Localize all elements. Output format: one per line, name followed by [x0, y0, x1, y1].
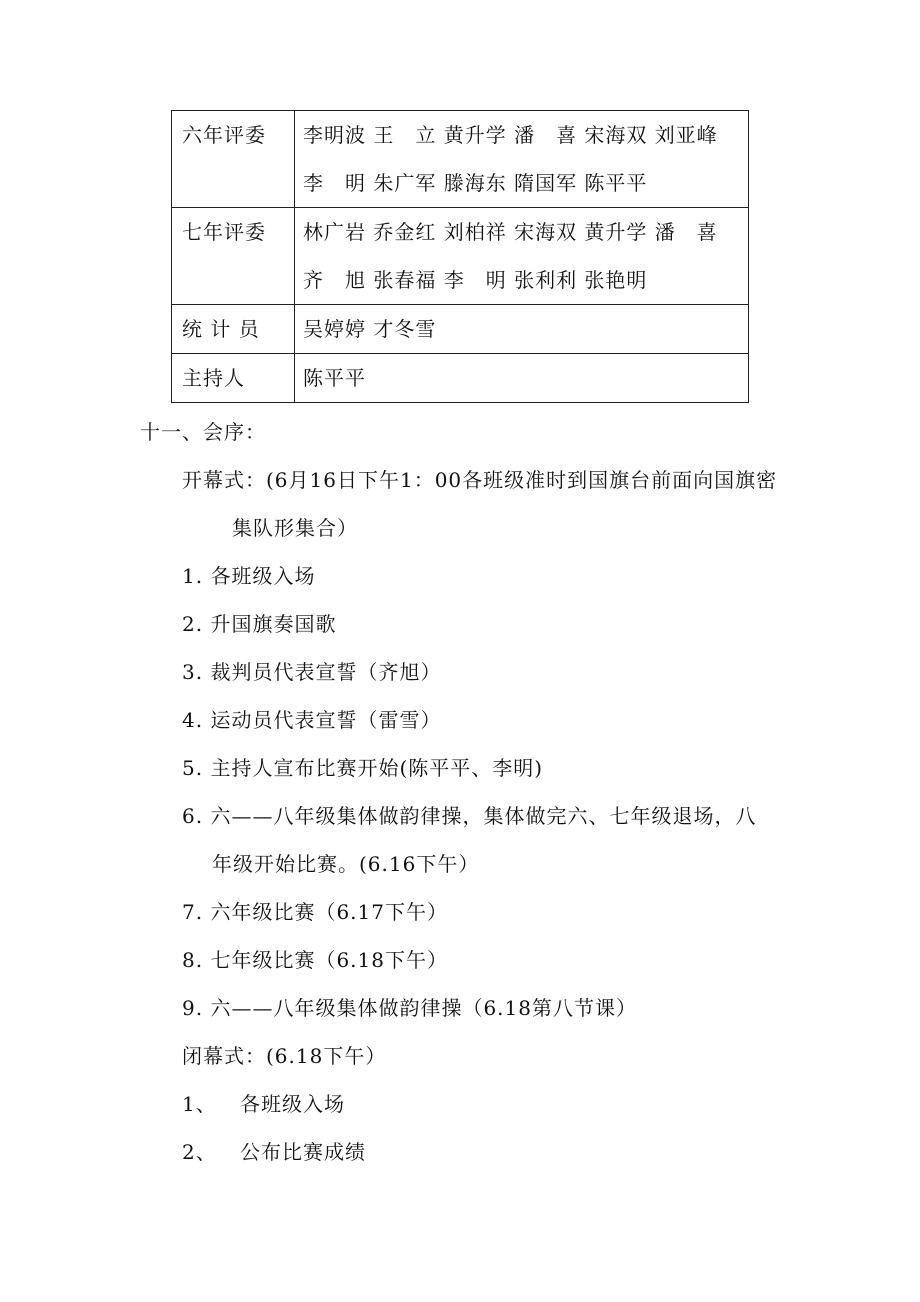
- list-item: 3. 裁判员代表宣誓（齐旭）: [182, 660, 442, 684]
- row-names: [295, 111, 749, 208]
- opening-line: 开幕式：(6月16日下午1：00各班级准时到国旗台前面向国旗密: [182, 468, 778, 492]
- row-label: 七年评委: [172, 208, 295, 305]
- closing-item-text: 公布比赛成绩: [240, 1140, 366, 1164]
- section-heading: 十一、会序：: [140, 420, 266, 444]
- row-label: 统 计 员: [172, 305, 295, 354]
- closing-item-text: 各班级入场: [240, 1092, 345, 1116]
- names-line: 吴婷婷 才冬雪: [303, 317, 437, 341]
- row-label: 主持人: [172, 354, 295, 403]
- list-item: 6. 六——八年级集体做韵律操，集体做完六、七年级退场，八: [182, 804, 757, 828]
- closing-item-num: 1、: [182, 1092, 217, 1116]
- table-row: [172, 354, 749, 403]
- row-names: [295, 208, 749, 305]
- table-row: [172, 305, 749, 354]
- names-line: 李 明 朱广军 滕海东 隋国军 陈平平: [303, 171, 648, 195]
- list-item: 5. 主持人宣布比赛开始(陈平平、李明): [182, 756, 544, 780]
- judges-table: [171, 110, 749, 403]
- list-item: 4. 运动员代表宣誓（雷雪）: [182, 708, 442, 732]
- list-item-cont: 年级开始比赛。(6.16下午）: [212, 852, 480, 876]
- list-item: 2. 升国旗奏国歌: [182, 612, 337, 636]
- names-line: 齐 旭 张春福 李 明 张利利 张艳明: [303, 268, 648, 292]
- names-line: 陈平平: [303, 366, 366, 390]
- names-line: 林广岩 乔金红 刘柏祥 宋海双 黄升学 潘 喜: [303, 220, 718, 244]
- list-item: 8. 七年级比赛（6.18下午）: [182, 948, 448, 972]
- closing-heading: 闭幕式：(6.18下午）: [182, 1044, 387, 1068]
- table-row: [172, 111, 749, 208]
- list-item: 1. 各班级入场: [182, 564, 316, 588]
- names-line: 李明波 王 立 黄升学 潘 喜 宋海双 刘亚峰: [303, 123, 718, 147]
- list-item: 9. 六——八年级集体做韵律操（6.18第八节课）: [182, 996, 637, 1020]
- row-names: [295, 305, 749, 354]
- row-label: 六年评委: [172, 111, 295, 208]
- table-row: [172, 208, 749, 305]
- closing-item-num: 2、: [182, 1140, 217, 1164]
- opening-line-cont: 集队形集合）: [232, 516, 358, 540]
- list-item: 7. 六年级比赛（6.17下午）: [182, 900, 448, 924]
- row-names: [295, 354, 749, 403]
